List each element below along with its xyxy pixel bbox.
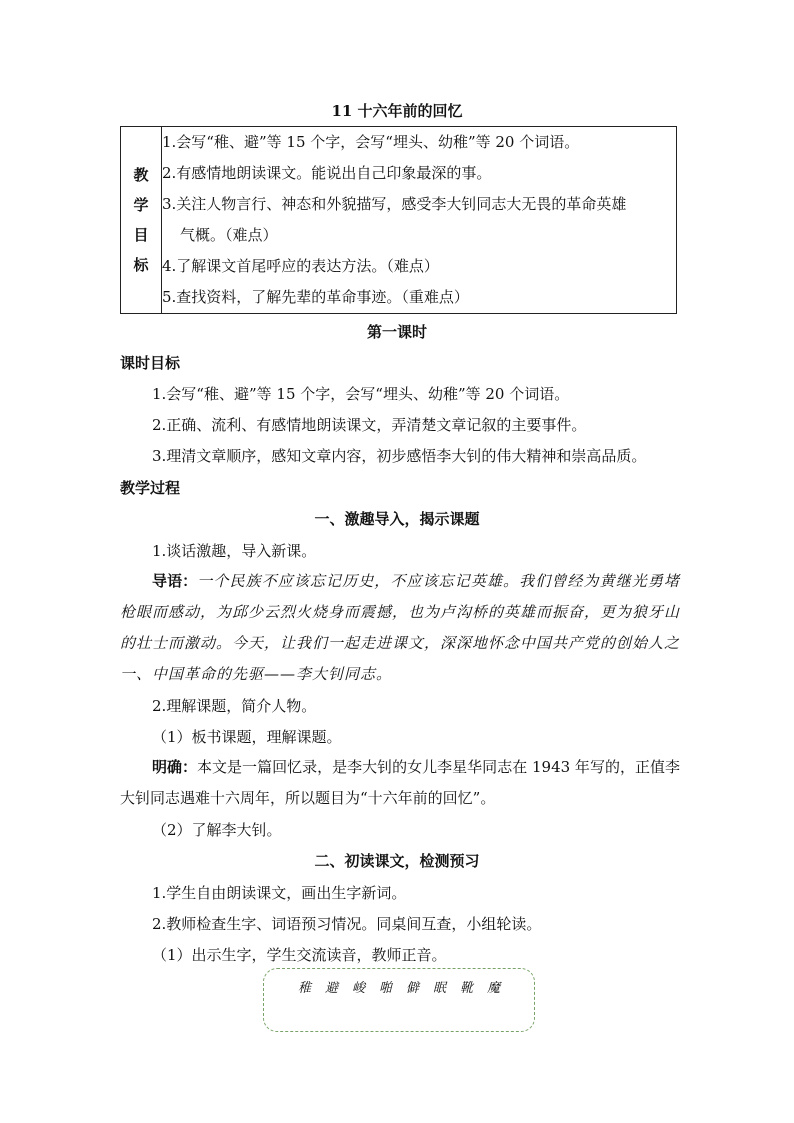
new-character: 避 <box>324 981 338 996</box>
step-item: 1.学生自由朗读课文，画出生字新词。 <box>152 884 407 902</box>
step-item: 2.教师检查生字、词语预习情况。同桌间互查，小组轮读。 <box>152 915 542 933</box>
guide-paragraph <box>120 566 680 690</box>
goal-item: 1.会写“稚、避”等 15 个字，会写“埋头、幼稚”等 20 个词语。 <box>162 133 580 151</box>
new-character: 眠 <box>433 981 447 996</box>
clarify-paragraph <box>120 752 680 814</box>
section-title: 一、激趣导入，揭示课题 <box>314 510 480 528</box>
sub-step-item: （1）出示生字，学生交流读音，教师正音。 <box>152 946 447 964</box>
lesson-title: 第一课时 <box>366 323 427 341</box>
lesson-goal-item: 1.会写“稚、避”等 15 个字，会写“埋头、幼稚”等 20 个词语。 <box>152 385 570 403</box>
new-character: 稚 <box>297 981 311 996</box>
goal-item: 3.关注人物言行、神态和外貌描写，感受李大钊同志大无畏的革命英雄 <box>162 195 627 213</box>
goal-item-continued: 气概。（难点） <box>180 226 278 244</box>
teaching-goals-header <box>121 127 162 314</box>
teaching-goals-list <box>162 127 677 314</box>
step-item: 2.理解课题，简介人物。 <box>152 697 317 715</box>
goal-item: 4.了解课文首尾呼应的表达方法。（难点） <box>162 257 439 275</box>
new-characters-row <box>264 977 534 996</box>
lesson-goal-item: 3.理清文章顺序，感知文章内容，初步感悟李大钊的伟大精神和崇高品质。 <box>152 447 647 465</box>
new-characters-box <box>263 968 535 1032</box>
new-character: 峻 <box>351 981 365 996</box>
goal-item: 5.查找资料，了解先辈的革命事迹。（重难点） <box>162 288 469 306</box>
goals-header-char: 标 <box>133 256 149 274</box>
goals-header-char: 教 <box>133 166 149 184</box>
sub-step-item: （2）了解李大钊。 <box>152 821 282 839</box>
new-character: 僻 <box>406 981 420 996</box>
section-title: 二、初读课文，检测预习 <box>314 852 480 870</box>
clarify-text: 本文是一篇回忆录，是李大钊的女儿李星华同志在 1943 年写的，正值李大钊同志遇难十六周年，所以题目为“十六年前的回忆”。 <box>120 758 680 807</box>
document-title: 11 十六年前的回忆 <box>331 102 463 120</box>
new-character: 魔 <box>487 981 501 996</box>
process-heading: 教学过程 <box>120 479 181 497</box>
lesson-goal-item: 2.正确、流利、有感情地朗读课文，弄清楚文章记叙的主要事件。 <box>152 416 587 434</box>
sub-step-item: （1）板书课题，理解课题。 <box>152 728 342 746</box>
teaching-goals-table <box>120 126 677 314</box>
lesson-goals-heading: 课时目标 <box>120 354 181 372</box>
new-character: 靴 <box>460 981 474 996</box>
step-item: 1.谈话激趣，导入新课。 <box>152 542 317 560</box>
guide-text: 一个民族不应该忘记历史，不应该忘记英雄。我们曾经为黄继光勇堵枪眼而感动，为邱少云烈火烧身而震撼，也为卢沟桥的英雄而振奋，更为狼牙山的壮士而激动。今天，让我们一起走进课文，深深地怀念中国共产党的创始人之一、中国革命的先驱——李大钊同志。 <box>120 572 681 683</box>
guide-label: 导语： <box>152 572 198 590</box>
goal-item: 2.有感情地朗读课文。能说出自己印象最深的事。 <box>162 164 492 182</box>
new-character: 啪 <box>378 981 392 996</box>
clarify-label: 明确： <box>152 758 198 776</box>
goals-header-char: 目 <box>133 226 149 244</box>
goals-header-char: 学 <box>133 196 149 214</box>
